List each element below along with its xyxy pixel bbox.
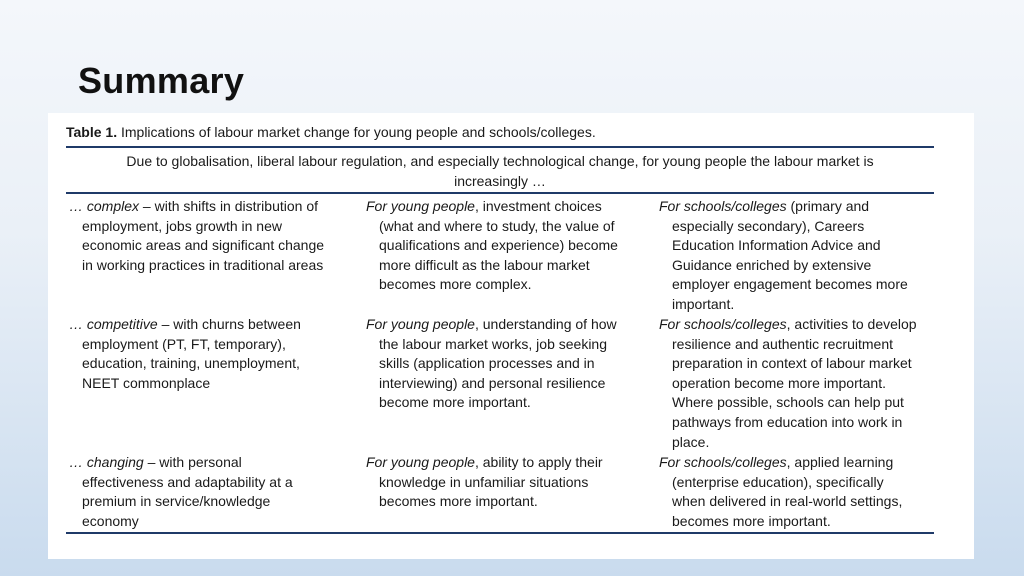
cell-line: economy: [82, 512, 139, 529]
cell-line: in working practices in traditional areas: [82, 256, 324, 273]
cell-line: – with personal: [143, 454, 242, 470]
intro-line-2: increasingly …: [454, 173, 546, 189]
cell-line: becomes more important.: [672, 512, 831, 529]
row2-schools-cell: [659, 315, 944, 452]
cell-line: become more important.: [379, 394, 531, 411]
intro-line-1: Due to globalisation, liberal labour regulation, and especially technological change, for young people the labour market is: [126, 153, 874, 169]
cell-line: (enterprise education), specifically: [672, 473, 884, 490]
caption-text: Implications of labour market change for young people and schools/colleges.: [117, 124, 596, 140]
cell-line: employer engagement becomes more: [672, 276, 908, 293]
cell-line: effectiveness and adaptability at a: [82, 473, 293, 490]
row3-market-lead: … changing: [69, 454, 144, 470]
cell-line: the labour market works, job seeking: [379, 335, 607, 352]
cell-line: – with churns between: [157, 316, 301, 332]
table-image: [48, 113, 974, 559]
cell-line: economic areas and significant change: [82, 237, 325, 254]
cell-line: (what and where to study, the value of: [379, 217, 615, 234]
cell-line: especially secondary), Careers: [672, 217, 865, 234]
cell-line: important.: [672, 295, 735, 312]
cell-line: employment (PT, FT, temporary),: [82, 335, 286, 352]
cell-line: NEET commonplace: [82, 374, 211, 391]
cell-line: education, training, unemployment,: [82, 355, 300, 372]
cell-line: – with shifts in distribution of: [139, 198, 319, 214]
cell-line: qualifications and experience) become: [379, 237, 618, 254]
cell-line: , applied learning: [786, 454, 894, 470]
cell-line: place.: [672, 433, 710, 450]
cell-line: Where possible, schools can help put: [672, 394, 904, 411]
row1-schools-lead: For schools/colleges: [659, 198, 787, 214]
row3-young-people-lead: For young people: [366, 454, 475, 470]
row2-market-cell: [69, 315, 359, 393]
cell-line: employment, jobs growth in new: [82, 217, 282, 234]
cell-line: , ability to apply their: [474, 454, 603, 470]
top-rule: [66, 146, 934, 148]
caption-label: Table 1.: [66, 124, 118, 140]
header-rule: [66, 192, 934, 194]
cell-line: pathways from education into work in: [672, 413, 903, 430]
row3-schools-lead: For schools/colleges: [659, 454, 787, 470]
cell-line: , understanding of how: [474, 316, 617, 332]
bottom-rule: [66, 532, 934, 534]
row1-young-people-cell: [366, 197, 654, 295]
row2-schools-lead: For schools/colleges: [659, 316, 787, 332]
cell-line: , activities to develop: [786, 316, 917, 332]
cell-line: becomes more important.: [379, 493, 538, 510]
cell-line: interviewing) and personal resilience: [379, 374, 606, 391]
cell-line: more difficult as the labour market: [379, 256, 590, 273]
cell-line: premium in service/knowledge: [82, 493, 271, 510]
row2-young-people-cell: [366, 315, 654, 413]
row2-young-people-lead: For young people: [366, 316, 475, 332]
cell-line: (primary and: [786, 198, 870, 214]
cell-line: knowledge in unfamiliar situations: [379, 473, 589, 490]
cell-line: skills (application processes and in: [379, 355, 595, 372]
table-intro: [66, 151, 934, 191]
row3-young-people-cell: [366, 453, 654, 512]
row3-schools-cell: [659, 453, 944, 531]
cell-line: Education Information Advice and: [672, 237, 881, 254]
cell-line: when delivered in real-world settings,: [672, 493, 903, 510]
row1-schools-cell: [659, 197, 944, 315]
cell-line: resilience and authentic recruitment: [672, 335, 894, 352]
cell-line: , investment choices: [474, 198, 602, 214]
cell-line: Guidance enriched by extensive: [672, 256, 872, 273]
row1-market-cell: [69, 197, 359, 275]
row1-young-people-lead: For young people: [366, 198, 475, 214]
cell-line: preparation in context of labour market: [672, 355, 912, 372]
table-caption: [66, 124, 596, 140]
cell-line: becomes more complex.: [379, 276, 532, 293]
row2-market-lead: … competitive: [69, 316, 158, 332]
row1-market-lead: … complex: [69, 198, 140, 214]
row3-market-cell: [69, 453, 359, 531]
slide-title: Summary: [78, 60, 245, 101]
cell-line: operation become more important.: [672, 374, 886, 391]
